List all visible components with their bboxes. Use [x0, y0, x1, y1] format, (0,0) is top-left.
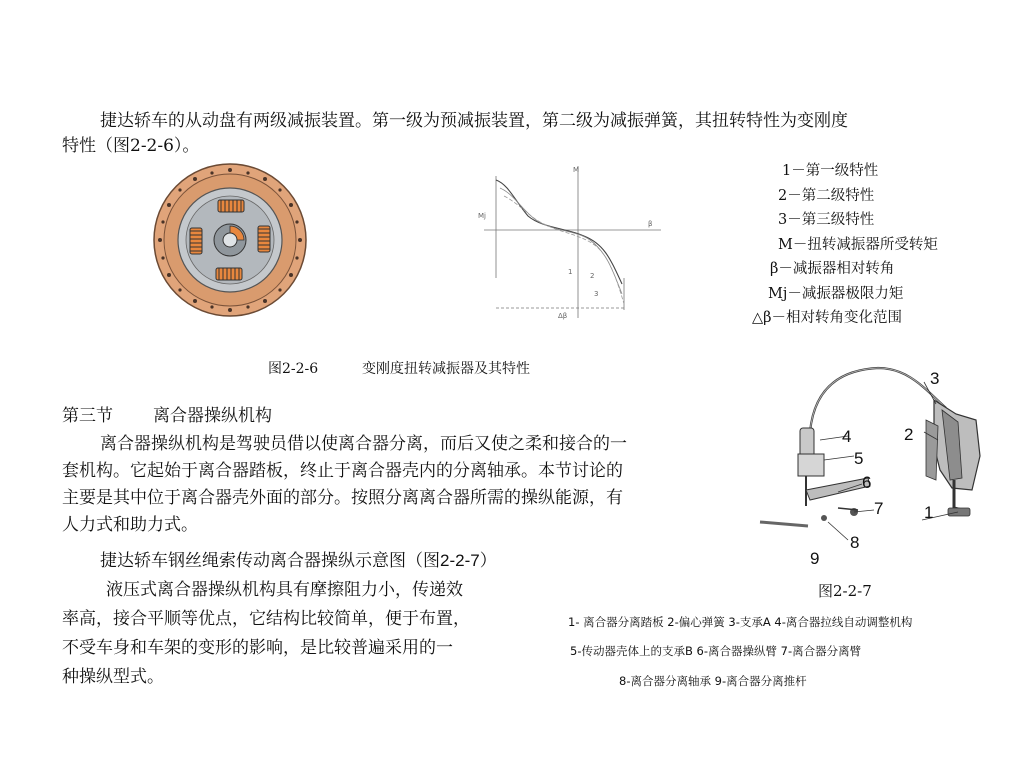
- legend-item-1: 1－第一级特性: [782, 163, 879, 179]
- section-title: 离合器操纵机构: [153, 406, 272, 426]
- fig227-parts-line-1: 1- 离合器分离踏板 2-偏心弹簧 3-支承A 4-离合器拉线自动调整机构: [568, 615, 913, 629]
- cable-line-num: 2-2-7: [440, 551, 480, 570]
- hydraulic-line-3: 不受车身和车架的变形的影响，是比较普遍采用的一: [62, 638, 453, 658]
- callout-6: 6: [862, 473, 872, 492]
- intro-line-1: 捷达轿车的从动盘有两级减振装置。第一级为预减振装置，第二级为减振弹簧，其扭转特性为变刚度: [100, 111, 848, 131]
- fig226-caption-title: 变刚度扭转减振器及其特性: [362, 361, 530, 377]
- fig226-caption-label: 图2-2-6: [268, 361, 319, 377]
- curve-label-1: 1: [568, 268, 573, 276]
- fig227-caption: 图2-2-7: [818, 582, 872, 600]
- cable-line-prefix: 捷达轿车钢丝绳索传动离合器操纵示意图（图: [100, 551, 440, 571]
- section-para-line-1: 离合器操纵机构是驾驶员借以使离合器分离，而后又使之柔和接合的一: [100, 434, 627, 454]
- curve-label-3: 3: [594, 290, 599, 298]
- axis-label-mj: Mj: [478, 212, 486, 220]
- callout-7: 7: [874, 499, 884, 518]
- axis-label-delta-beta: Δβ: [558, 312, 568, 320]
- cable-line-suffix: ）: [479, 551, 497, 571]
- callout-9: 9: [810, 549, 820, 568]
- hydraulic-line-1: 液压式离合器操纵机构具有摩擦阻力小，传递效: [106, 580, 463, 600]
- clutch-cable-mechanism-illustration: [758, 360, 1000, 570]
- torsion-characteristic-diagram: [456, 158, 666, 328]
- section-number: 第三节: [62, 406, 113, 426]
- callout-2: 2: [904, 425, 914, 444]
- legend-item-2: 2－第二级特性: [778, 187, 875, 204]
- legend-item-mj: Mj－减振器极限力矩: [768, 285, 904, 302]
- legend-item-delta-beta: △β－相对转角变化范围: [752, 310, 903, 326]
- callout-5: 5: [854, 449, 864, 468]
- callout-3: 3: [930, 369, 940, 388]
- legend-item-m: M－扭转减振器所受转矩: [778, 236, 938, 253]
- curve-label-2: 2: [590, 272, 595, 280]
- callout-8: 8: [850, 533, 860, 552]
- fig227-parts-line-3: 8-离合器分离轴承 9-离合器分离推杆: [619, 674, 807, 688]
- legend-item-beta: β－减振器相对转角: [770, 261, 895, 277]
- callout-1: 1: [924, 503, 934, 522]
- section-para-line-3: 主要是其中位于离合器壳外面的部分。按照分离离合器所需的操纵能源，有: [62, 488, 623, 508]
- intro-line-2: 特性（图2-2-6）。: [62, 136, 200, 156]
- section-para-line-2: 套机构。它起始于离合器踏板，终止于离合器壳内的分离轴承。本节讨论的: [62, 461, 623, 481]
- callout-4: 4: [842, 427, 852, 446]
- fig227-parts-line-2: 5-传动器壳体上的支承B 6-离合器操纵臂 7-离合器分离臂: [570, 644, 862, 658]
- cable-diagram-line: [100, 548, 497, 574]
- clutch-disc-illustration: [150, 160, 310, 320]
- hydraulic-line-4: 种操纵型式。: [62, 667, 164, 687]
- axis-label-m: M: [573, 166, 580, 174]
- legend-item-3: 3－第三级特性: [778, 212, 875, 228]
- hydraulic-line-2: 率高，接合平顺等优点，它结构比较简单，便于布置，: [62, 609, 470, 629]
- section-para-line-4: 人力式和助力式。: [62, 515, 198, 535]
- axis-label-beta: β: [648, 220, 653, 228]
